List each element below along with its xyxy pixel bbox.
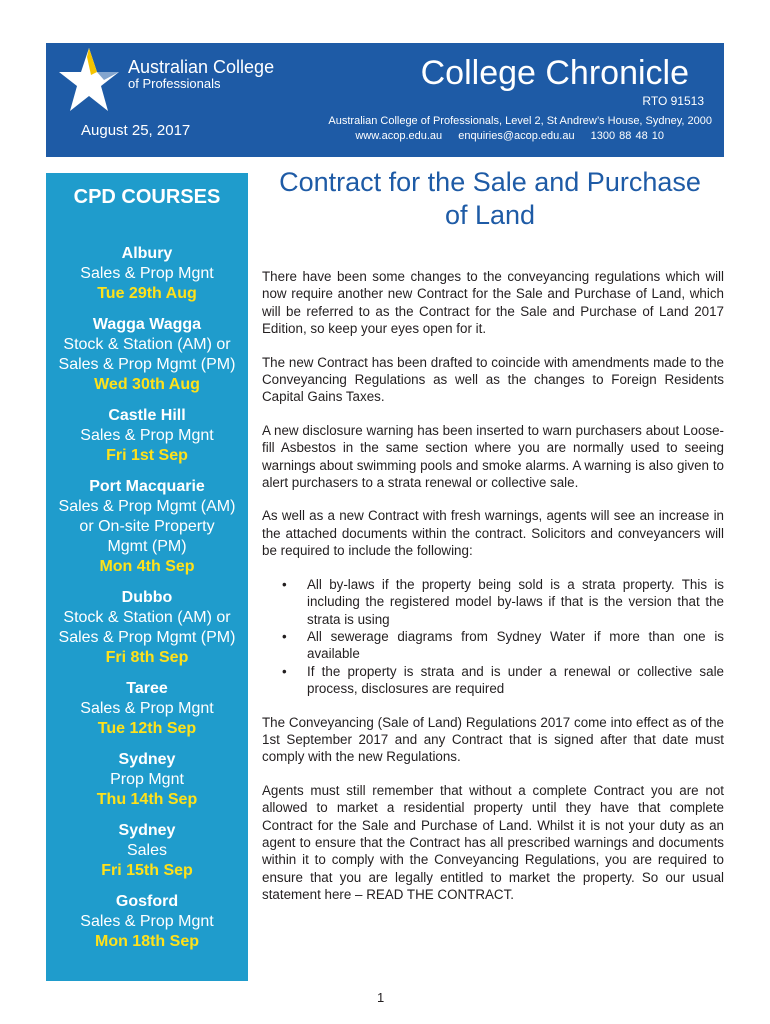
contact-line (355, 130, 664, 143)
list-item: • All by-laws if the property being sold is a strata property. This is including the registered model by-laws if that is the version that the strata is using (278, 576, 724, 628)
course-description: or On-site Property (79, 518, 215, 535)
course-date: Mon 4th Sep (99, 558, 195, 575)
phone-number: 1300 88 48 10 (590, 130, 664, 142)
logo-name: Australian College (128, 57, 275, 77)
course-city: Castle Hill (108, 407, 186, 424)
page-number: 1 (377, 990, 385, 1005)
course-date: Wed 30th Aug (94, 376, 200, 393)
course-date: Fri 1st Sep (106, 447, 188, 464)
list-item: • If the property is strata and is under a renewal or collective sale process, disclosures are required (278, 663, 724, 698)
course-city: Taree (126, 680, 168, 697)
course-date: Mon 18th Sep (94, 933, 199, 950)
course-description: Stock & Station (AM) or (63, 336, 231, 353)
course-description: Sales & Prop Mgnt (80, 265, 214, 282)
article-paragraph: The Conveyancing (Sale of Land) Regulations 2017 come into effect as of the 1st September 2017 and any Contract that is signed after that date must comply with the new Regulations. (262, 714, 724, 765)
issue-date: August 25, 2017 (81, 122, 191, 139)
course-date: Thu 14th Sep (96, 791, 198, 808)
course-description: Sales (126, 842, 168, 859)
logo-subtitle: of Professionals (128, 76, 221, 91)
article-paragraph: The new Contract has been drafted to coincide with amendments made to the Conveyancing Regulations as well as the changes to Foreign Residents Capital Gains Taxes. (262, 354, 724, 405)
course-date: Tue 29th Aug (97, 285, 197, 302)
course-item (46, 588, 248, 668)
article-paragraph: As well as a new Contract with fresh warnings, agents will see an increase in the attached documents within the contract. Solicitors and conveyancers will be required to include the following: (262, 508, 724, 559)
course-description: Sales & Prop Mgmt (AM) (58, 498, 236, 515)
email-link[interactable]: enquiries@acop.edu.au (458, 130, 575, 142)
course-item (46, 315, 248, 395)
requirements-list (278, 576, 724, 698)
college-address: Australian College of Professionals, Level 2, St Andrew’s House, Sydney, 2000 (328, 115, 712, 127)
course-description: Mgmt (PM) (107, 538, 187, 555)
header-banner (46, 43, 724, 157)
course-city: Dubbo (121, 589, 173, 606)
newsletter-title: College Chronicle (420, 54, 689, 92)
article-title: Contract for the Sale and Purchase of Land (279, 167, 701, 230)
course-item (46, 892, 248, 952)
article-paragraph: Agents must still remember that without a complete Contract you are not allowed to market a residential property until they have that complete Contract for the Sale and Purchase of Land. Whilst it is not your duty as an agent to ensure that the Contract has all prescribed warnings and documents within it to comply with the Conveyancing Regulations, you are required to ensure that you are legally entitled to market the property. So our usual statement here – READ THE CONTRACT. (262, 782, 724, 903)
course-description: Sales & Prop Mgmt (PM) (58, 629, 236, 646)
course-city: Port Macquarie (89, 478, 205, 495)
course-item (46, 477, 248, 577)
course-description: Stock & Station (AM) or (63, 609, 231, 626)
course-city: Sydney (118, 751, 176, 768)
article-body (262, 268, 724, 920)
course-item (46, 679, 248, 739)
course-date: Fri 8th Sep (105, 649, 189, 666)
course-description: Sales & Prop Mgmt (PM) (58, 356, 236, 373)
course-item (46, 406, 248, 466)
course-city: Sydney (118, 822, 176, 839)
course-date: Tue 12th Sep (97, 720, 197, 737)
rto-number: RTO 91513 (642, 94, 704, 108)
college-star-logo-icon (56, 45, 122, 115)
course-city: Gosford (115, 893, 179, 910)
course-description: Sales & Prop Mgnt (80, 913, 214, 930)
course-item (46, 244, 248, 304)
course-date: Fri 15th Sep (101, 862, 193, 879)
list-item: • All sewerage diagrams from Sydney Water if more than one is available (278, 628, 724, 663)
course-list (46, 244, 248, 963)
course-item (46, 750, 248, 810)
course-description: Sales & Prop Mgnt (80, 700, 214, 717)
course-description: Prop Mgnt (110, 771, 184, 788)
cpd-courses-sidebar (46, 173, 248, 981)
course-item (46, 821, 248, 881)
website-link[interactable]: www.acop.edu.au (355, 130, 443, 142)
course-city: Albury (121, 245, 173, 262)
article-paragraph: There have been some changes to the conveyancing regulations which will now require another new Contract for the Sale and Purchase of Land, which will be referred to as the Contract for the Sale and Purchase of Land 2017 Edition, so keep your eyes open for it. (262, 269, 724, 337)
course-description: Sales & Prop Mgnt (80, 427, 214, 444)
article-paragraph: A new disclosure warning has been inserted to warn purchasers about Loose-fill Asbestos in the same section where you are normally used to seeing warnings about swimming pools and smoke alarms. A warning is also given to alert purchasers to a strata renewal or collective sale. (262, 422, 724, 491)
sidebar-title: CPD COURSES (73, 186, 221, 208)
course-city: Wagga Wagga (92, 316, 202, 333)
